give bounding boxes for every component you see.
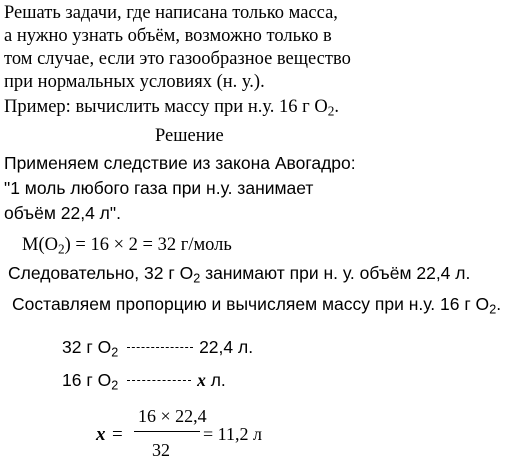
example-text: Пример: вычислить массу при н.у. 16 г O xyxy=(4,97,328,117)
proportion-intro-subscript: 2 xyxy=(489,302,497,317)
fraction-bar xyxy=(134,431,200,432)
proportion-intro-prefix: Составляем пропорцию и вычисляем массу при н.у. 16 г O xyxy=(12,294,490,314)
consequence-line xyxy=(8,263,471,286)
proportion-row-2 xyxy=(62,370,226,393)
consequence-prefix: Следовательно, 32 г O xyxy=(8,263,194,283)
molar-mass-suffix: ) = 16 × 2 = 32 г/моль xyxy=(64,235,232,255)
example-suffix: . xyxy=(334,97,339,117)
intro-line-2: а нужно узнать объём, возможно только в xyxy=(4,26,332,46)
intro-line-3: том случае, если это газообразное вещество xyxy=(4,49,351,69)
example-subscript: 2 xyxy=(327,103,335,119)
proportion-row-2-subscript: 2 xyxy=(111,378,119,393)
proportion-row-2-right: л. xyxy=(205,370,226,390)
proportion-row-1-right: 22,4 л. xyxy=(199,337,254,357)
solution-heading: Решение xyxy=(155,126,224,146)
proportion-intro-suffix: . xyxy=(496,294,502,314)
molar-mass-prefix: M(O xyxy=(22,235,58,255)
result-denominator: 32 xyxy=(152,440,170,460)
proportion-row-1-left: 32 г O xyxy=(62,337,112,357)
avogadro-line-1: Применяем следствие из закона Авогадро: xyxy=(4,153,356,173)
consequence-subscript: 2 xyxy=(193,271,201,286)
proportion-row-1-subscript: 2 xyxy=(111,345,119,360)
result-numerator: 16 × 22,4 xyxy=(138,406,207,426)
proportion-row-2-left: 16 г O xyxy=(62,370,112,390)
result-variable: x xyxy=(96,424,106,445)
avogadro-line-3: объём 22,4 л". xyxy=(4,203,121,223)
example-line xyxy=(4,98,339,117)
result-equals: = xyxy=(112,424,123,445)
molar-mass-subscript: 2 xyxy=(57,241,65,257)
proportion-intro xyxy=(12,294,502,317)
avogadro-line-2: "1 моль любого газа при н.у. занимает xyxy=(4,178,314,198)
intro-line-4: при нормальных условиях (н. у.). xyxy=(4,72,265,92)
proportion-row-2-variable: x xyxy=(197,370,206,390)
proportion-row-1 xyxy=(62,337,254,360)
proportion-row-2-dash xyxy=(127,380,191,381)
molar-mass-formula xyxy=(22,236,232,255)
consequence-suffix: занимают при н. у. объём 22,4 л. xyxy=(200,263,471,283)
intro-line-1: Решать задачи, где написана только масса, xyxy=(4,3,338,23)
result-answer: = 11,2 л xyxy=(203,424,262,444)
proportion-row-1-dash xyxy=(127,347,193,348)
